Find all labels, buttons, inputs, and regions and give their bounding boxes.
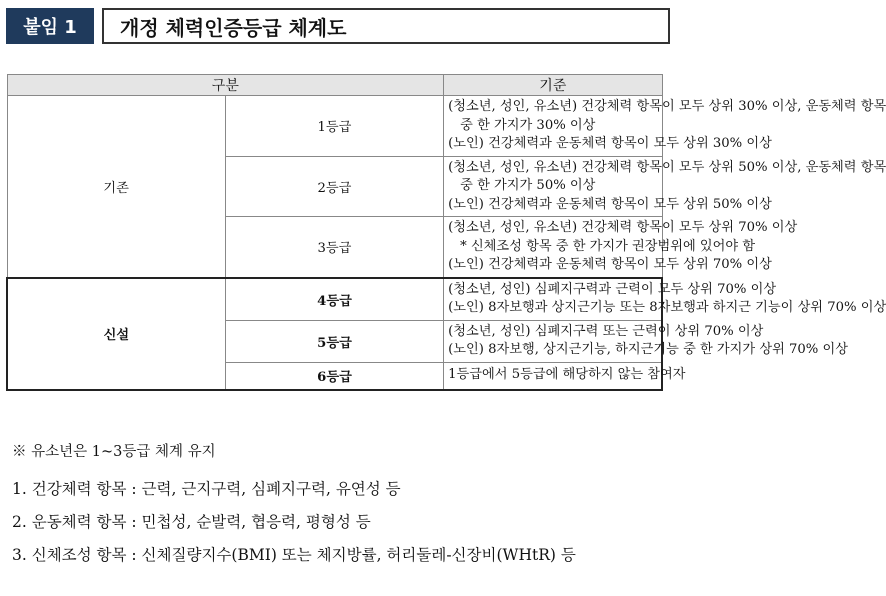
group-label-new: 신설: [7, 278, 225, 390]
criteria-line: * 신체조성 항목 중 한 가지가 권장범위에 있어야 함: [460, 238, 756, 254]
criteria-cell: [444, 278, 886, 321]
criteria-line: (청소년, 성인, 유소년) 건강체력 항목이 모두 상위 30% 이상, 운동체력 항목: [448, 99, 886, 114]
list-item: 1. 건강체력 항목 : 근력, 근지구력, 심폐지구력, 유연성 등: [12, 480, 401, 498]
section-header: [6, 8, 347, 44]
criteria-line: 중 한 가지가 50% 이상: [460, 178, 596, 193]
criteria-line: (청소년, 성인, 유소년) 건강체력 항목이 모두 상위 70% 이상: [448, 220, 798, 235]
list-item: 2. 운동체력 항목 : 민첩성, 순발력, 협응력, 평형성 등: [12, 513, 371, 531]
list-item: 3. 신체조성 항목 : 신체질량지수(BMI) 또는 체지방률, 허리둘레-신장비(WHtR) 등: [12, 546, 576, 564]
criteria-line: (노인) 8자보행, 상지근기능, 하지근기능 중 한 가지가 상위 70% 이상: [448, 342, 848, 357]
criteria-line: (청소년, 성인) 심폐지구력과 근력이 모두 상위 70% 이상: [448, 281, 777, 297]
grade-cell: 6등급: [225, 362, 443, 390]
criteria-line: 1등급에서 5등급에 해당하지 않는 참여자: [448, 367, 686, 383]
grade-cell: 3등급: [225, 217, 443, 278]
attachment-badge: 붙임 1: [6, 8, 94, 44]
youth-note: ※ 유소년은 1~3등급 체계 유지: [12, 444, 216, 460]
table-row: [7, 96, 662, 157]
criteria-cell: [444, 217, 798, 278]
criteria-line: (노인) 건강체력과 운동체력 항목이 모두 상위 70% 이상: [448, 257, 772, 272]
page-title: 개정 체력인증등급 체계도: [102, 8, 670, 44]
grade-system-table: [6, 74, 886, 391]
group-label-existing: 기존: [7, 96, 225, 278]
criteria-cell: [444, 362, 686, 390]
criteria-line: (노인) 8자보행과 상지근기능 또는 8자보행과 하지근 기능이 상위 70% 이상: [448, 300, 886, 315]
column-header-category: 구분: [7, 75, 444, 96]
criteria-line: (노인) 건강체력과 운동체력 항목이 모두 상위 50% 이상: [448, 196, 772, 212]
criteria-line: (청소년, 성인, 유소년) 건강체력 항목이 모두 상위 50% 이상, 운동체력 항목: [448, 159, 886, 175]
grade-cell: 5등급: [225, 320, 443, 362]
criteria-line: (노인) 건강체력과 운동체력 항목이 모두 상위 30% 이상: [448, 136, 772, 151]
criteria-line: 중 한 가지가 30% 이상: [460, 117, 596, 133]
criteria-line: (청소년, 성인) 심폐지구력 또는 근력이 상위 70% 이상: [448, 323, 764, 339]
grade-cell: 1등급: [225, 96, 443, 157]
grade-cell: 4등급: [225, 278, 443, 321]
criteria-cell: [444, 320, 848, 362]
criteria-cell: [444, 156, 886, 217]
table-header-row: [7, 75, 662, 96]
definition-list: [12, 478, 576, 577]
criteria-cell: [444, 96, 886, 157]
grade-cell: 2등급: [225, 156, 443, 217]
table-row: [7, 278, 662, 321]
column-header-criteria: 기준: [444, 75, 662, 96]
